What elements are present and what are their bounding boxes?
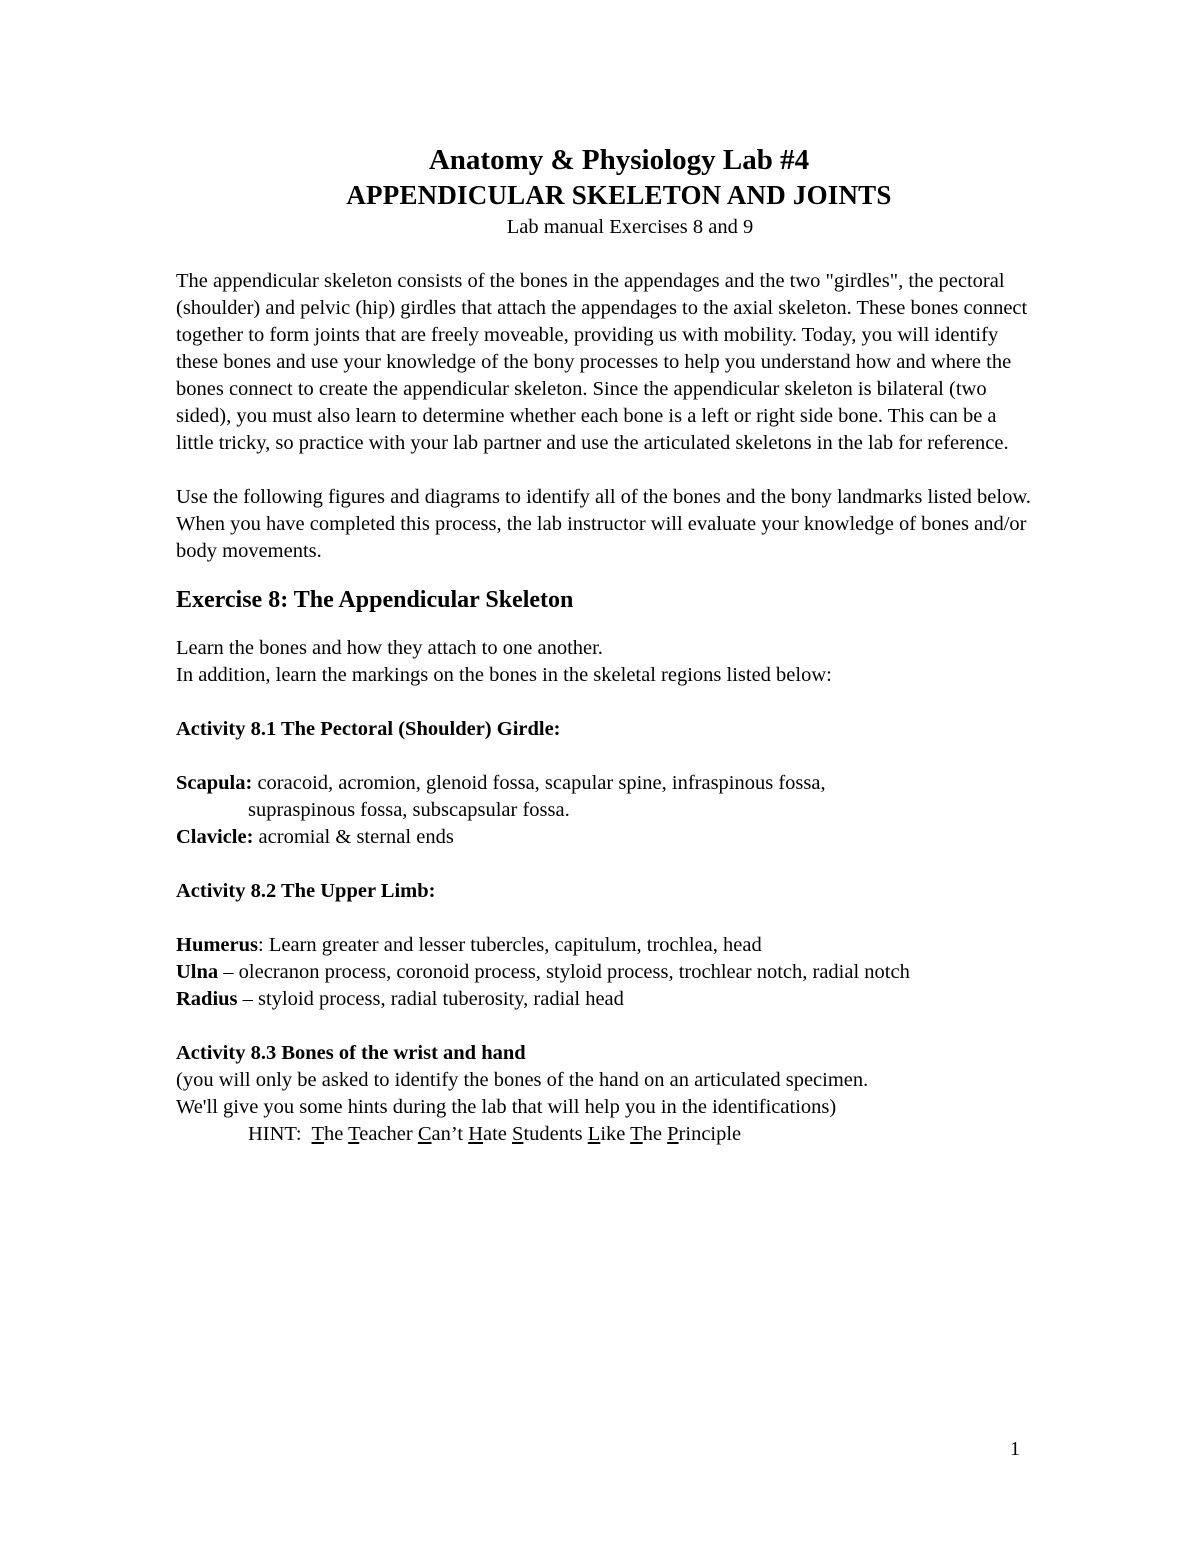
scapula-entry: [176, 770, 1036, 797]
activity-note: (you will only be asked to identify the bones of the hand on an articulated specimen.: [176, 1069, 869, 1091]
clavicle-entry: [176, 824, 1036, 851]
hint-mnemonic: [312, 1123, 742, 1145]
mnemonic-initial: T: [348, 1123, 360, 1145]
mnemonic-word-rest: tudents: [523, 1123, 588, 1145]
document-subtitle: APPENDICULAR SKELETON AND JOINTS: [346, 180, 892, 210]
mnemonic-initial: S: [512, 1123, 524, 1145]
manual-reference: Lab manual Exercises 8 and 9: [506, 216, 754, 238]
radius-markings: – styloid process, radial tuberosity, radial head: [237, 988, 624, 1010]
radius-label: Radius: [176, 988, 238, 1010]
scapula-markings: coracoid, acromion, glenoid fossa, scapular spine, infraspinous fossa,: [252, 772, 826, 794]
ulna-label: Ulna: [176, 961, 219, 983]
clavicle-label: Clavicle:: [176, 826, 254, 848]
clavicle-markings: acromial & sternal ends: [253, 826, 454, 848]
mnemonic-word-rest: he: [642, 1123, 668, 1145]
humerus-entry: [176, 932, 1036, 959]
activity-8-1-heading: Activity 8.1 The Pectoral (Shoulder) Girdle:: [176, 718, 561, 740]
page-number: 1: [1010, 1438, 1020, 1460]
activity-8-3-heading: Activity 8.3 Bones of the wrist and hand: [176, 1042, 526, 1064]
mnemonic-hint: [176, 1121, 1036, 1148]
ulna-entry: [176, 959, 1036, 986]
exercise-instruction: Learn the bones and how they attach to one another.: [176, 637, 603, 659]
mnemonic-initial: H: [468, 1123, 483, 1145]
humerus-markings: : Learn greater and lesser tubercles, capitulum, trochlea, head: [258, 934, 762, 956]
mnemonic-word-rest: ate: [483, 1123, 513, 1145]
mnemonic-word-rest: ike: [600, 1123, 631, 1145]
activity-8-2-heading: Activity 8.2 The Upper Limb:: [176, 880, 436, 902]
scapula-label: Scapula:: [176, 772, 253, 794]
mnemonic-initial: T: [630, 1123, 643, 1145]
mnemonic-word-rest: he: [324, 1123, 349, 1145]
mnemonic-initial: P: [667, 1123, 679, 1145]
radius-entry: [176, 986, 1036, 1013]
scapula-markings-continued: supraspinous fossa, subscapsular fossa.: [248, 799, 570, 821]
document-title: Anatomy & Physiology Lab #4: [428, 144, 810, 176]
intro-paragraph: The appendicular skeleton consists of the bones in the appendages and the two "girdles", the pectoral (shoulder) and pelvic (hip) girdles that attach the appendages to the axial skeleton. These bones connect together to form joints that are freely moveable, providing us with mobility. Today, you will identify these bones and use your knowledge of the bony processes to help you understand how and where the bones connect to create the appendicular skeleton. Since the appendicular skeleton is bilateral (two sided), you must also learn to determine whether each bone is a left or right side bone. This can be a little tricky, so practice with your lab partner and use the articulated skeletons in the lab for reference.: [176, 270, 1028, 454]
activity-note: We'll give you some hints during the lab that will help you in the identifications): [176, 1096, 837, 1118]
exercise-8-heading: Exercise 8: The Appendicular Skeleton: [176, 587, 574, 613]
mnemonic-word-rest: eacher: [359, 1123, 418, 1145]
hint-label: HINT:: [248, 1123, 312, 1145]
instructions-paragraph: Use the following figures and diagrams to identify all of the bones and the bony landmarks listed below. When you have completed this process, the lab instructor will evaluate your knowledge of bones and/or body movements.: [176, 486, 1031, 562]
page-content: [176, 142, 1036, 1148]
mnemonic-initial: T: [311, 1123, 325, 1145]
exercise-instruction: In addition, learn the markings on the bones in the skeletal regions listed below:: [176, 664, 832, 686]
mnemonic-initial: C: [417, 1123, 432, 1145]
mnemonic-initial: L: [587, 1123, 601, 1145]
ulna-markings: – olecranon process, coronoid process, styloid process, trochlear notch, radial notch: [218, 961, 910, 983]
humerus-label: Humerus: [176, 934, 258, 956]
mnemonic-word-rest: rinciple: [678, 1123, 742, 1145]
mnemonic-word-rest: an’t: [431, 1123, 469, 1145]
